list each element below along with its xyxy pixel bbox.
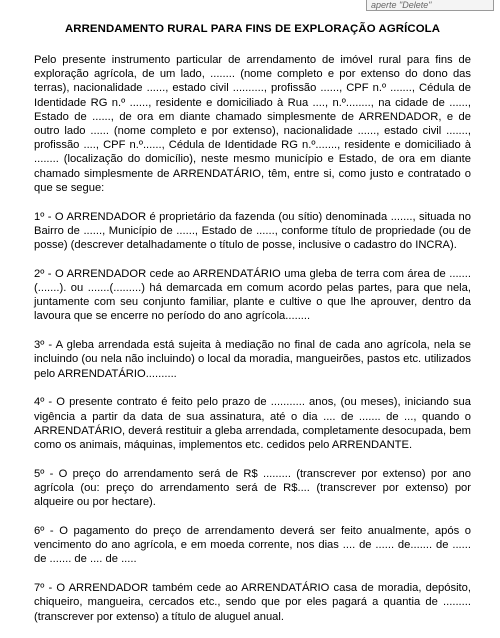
delete-hint-box: aperte "Delete" [366,0,494,11]
clause-5-paragraph: 5º - O preço do arrendamento será de R$ ......... (transcrever por extenso) por ano agrícola (ou: preço do arrendamento será de R$.... (transcrever por extenso) por alqueire ou por hectare). [34,467,471,509]
document-title: ARRENDAMENTO RURAL PARA FINS DE EXPLORAÇÃO AGRÍCOLA [64,23,441,35]
clause-1-paragraph: 1º - O ARRENDADOR é proprietário da fazenda (ou sítio) denominada ......., situada no Bairro de ......, Município de ......, Estado de ......, conforme título de propriedade (ou de posse) (descrever detalhadamente o título de posse, inclusive o cadastro do INCRA). [34,210,471,252]
clause-2-paragraph: 2º - O ARRENDADOR cede ao ARRENDATÁRIO uma gleba de terra com área de ....... (.......). ou .......(.........) há demarcada em comum acordo pelas partes, para que nela, juntamente com seu conjunto familiar, plante e cultive o que lhe aprouver, dentro da lavoura que se encerre no período do ano agrícola........ [34,267,471,323]
clause-3-paragraph: 3º - A gleba arrendada está sujeita à mediação no final de cada ano agrícola, nela se incluindo (ou nela não incluindo) o local da moradia, mangueirões, pastos etc. utilizados pelo ARRENDATÁRIO.......... [34,339,471,380]
intro-paragraph: Pelo presente instrumento particular de arrendamento de imóvel rural para fins de exploração agrícola, de um lado, ........ (nome completo e por extenso do dono das terras), nacionalidade ......, estado civil .........., profissão ......, CPF n.º ......., Cédula de Identidade RG n.º ......, residente e domiciliado à Rua ...., n.º........, na cidade de ......, Estado de ......, de ora em diante chamado simplesmente de ARRENDADOR, e de outro lado ...... (nome completo e por extenso), nacionalidade ......, estado civil ......., profissão ...., CPF n.º......, Cédula de Identidade RG n.º......., residente e domiciliado à ........ (localização do domicílio), neste mesmo município e Estado, de ora em diante chamado simplesmente de ARRENDATÁRIO, têm, entre si, como justo e contratado o que se segue: [34,54,471,194]
clause-6-paragraph: 6º - O pagamento do preço de arrendamento deverá ser feito anualmente, após o vencimento do ano agrícola, e em moeda corrente, nos dias .... de ...... de....... de ...... de ....... de .... de ..... [34,525,471,566]
contract-document [34,22,471,638]
clause-7-paragraph: 7º - O ARRENDADOR também cede ao ARRENDATÁRIO casa de moradia, depósito, chiqueiro, mangueira, cercados etc., sendo que por eles pagará a quantia de ......... (transcrever por extenso) a título de aluguel anual. [34,582,471,623]
clause-4-paragraph: 4º - O presente contrato é feito pelo prazo de ........... anos, (ou meses), iniciando sua vigência a partir da data de sua assinatura, até o dia .... de ....... de ..., quando o ARRENDATÁRIO, deverá restituir a gleba arrendada, completamente desocupada, bem como os animais, máquinas, implementos etc. cedidos pelo ARRENDANTE. [34,396,471,452]
